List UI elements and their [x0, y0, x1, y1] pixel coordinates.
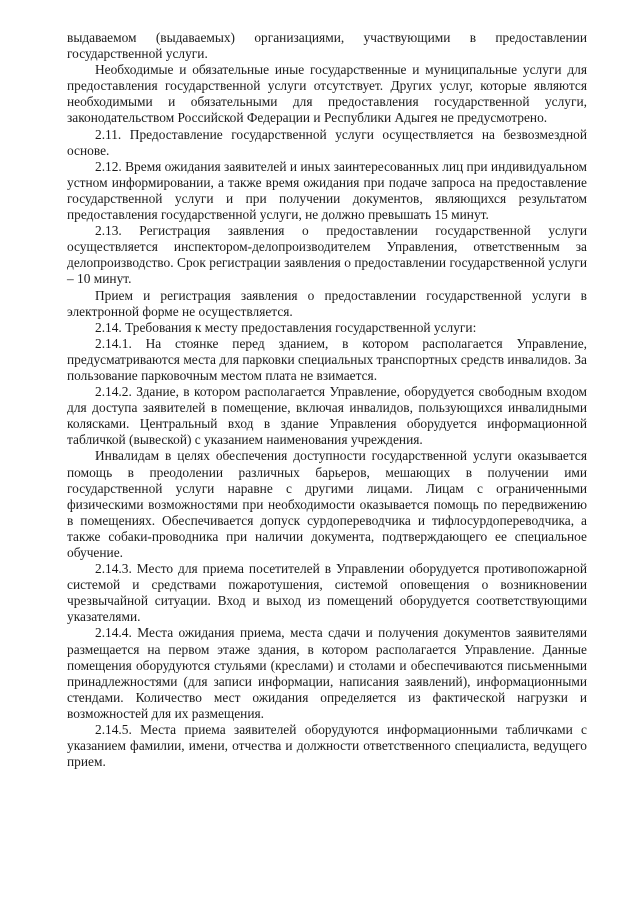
paragraph-continuation: выдаваемом (выдаваемых) организациями, участвующими в предоставлении государственной услуги. [67, 30, 587, 62]
paragraph-2-12: 2.12. Время ожидания заявителей и иных заинтересованных лиц при индивидуальном устном информировании, а также время ожидания при подаче запроса на предоставление государственной услуги и при получении документов, являющихся результатом предоставления государственной услуги, не должно превышать 15 минут. [67, 158, 587, 223]
document-page [67, 30, 587, 770]
paragraph-2-11: 2.11. Предоставление государственной услуги осуществляется на безвозмездной основе. [67, 126, 587, 158]
paragraph-required-services: Необходимые и обязательные иные государственные и муниципальные услуги для предоставления государственной услуги отсутствует. Других услуг, которые являются необходимыми и обязательными для предоставления государственной услуги, законодательством Российской Федерации и Республики Адыгея не предусмотрено. [67, 62, 587, 126]
paragraph-2-13: 2.13. Регистрация заявления о предоставлении государственной услуги осуществляется инспектором-делопроизводителем Управления, ответственным за делопроизводство. Срок регистрации заявления о предоставлении государственной услуги – 10 минут. [67, 223, 587, 287]
paragraph-2-14-5: 2.14.5. Места приема заявителей оборудуются информационными табличками с указанием фамилии, имени, отчества и должности ответственного специалиста, ведущего прием. [67, 722, 587, 770]
paragraph-disabled-access: Инвалидам в целях обеспечения доступности государственной услуги оказывается помощь в преодолении различных барьеров, мешающих в получении ими государственной услуги наравне с другими лицами. Лицам с ограниченными физическими возможностями при необходимости оказывается помощь по передвижению в помещениях. Обеспечивается допуск сурдопереводчика и тифлосурдопереводчика, а также собаки-проводника при наличии документа, подтверждающего ее специальное обучение. [67, 448, 587, 560]
paragraph-2-14-1: 2.14.1. На стоянке перед зданием, в котором располагается Управление, предусматриваются места для парковки специальных транспортных средств инвалидов. За пользование парковочным местом плата не взимается. [67, 335, 587, 383]
paragraph-2-14-4: 2.14.4. Места ожидания приема, места сдачи и получения документов заявителями размещается на первом этаже здания, в котором располагается Управление. Данные помещения оборудуются стульями (креслами) и столами и обеспечиваются письменными принадлежностями (для записи информации, написания заявлений), информационными стендами. Количество мест ожидания определяется из фактической нагрузки и возможностей для их размещения. [67, 625, 587, 721]
paragraph-electronic-form: Прием и регистрация заявления о предоставлении государственной услуги в электронной форме не осуществляется. [67, 287, 587, 319]
paragraph-2-14-2: 2.14.2. Здание, в котором располагается Управление, оборудуется свободным входом для доступа заявителей в помещение, включая инвалидов, пользующихся инвалидными колясками. Центральный вход в здание Управления оборудуется информационной табличкой (вывеской) с указанием наименования учреждения. [67, 384, 587, 448]
paragraph-2-14-3: 2.14.3. Место для приема посетителей в Управлении оборудуется противопожарной системой и средствами пожаротушения, системой оповещения о возникновении чрезвычайной ситуации. Вход и выход из помещений оборудуется соответствующими указателями. [67, 561, 587, 625]
paragraph-2-14: 2.14. Требования к месту предоставления государственной услуги: [95, 319, 477, 335]
